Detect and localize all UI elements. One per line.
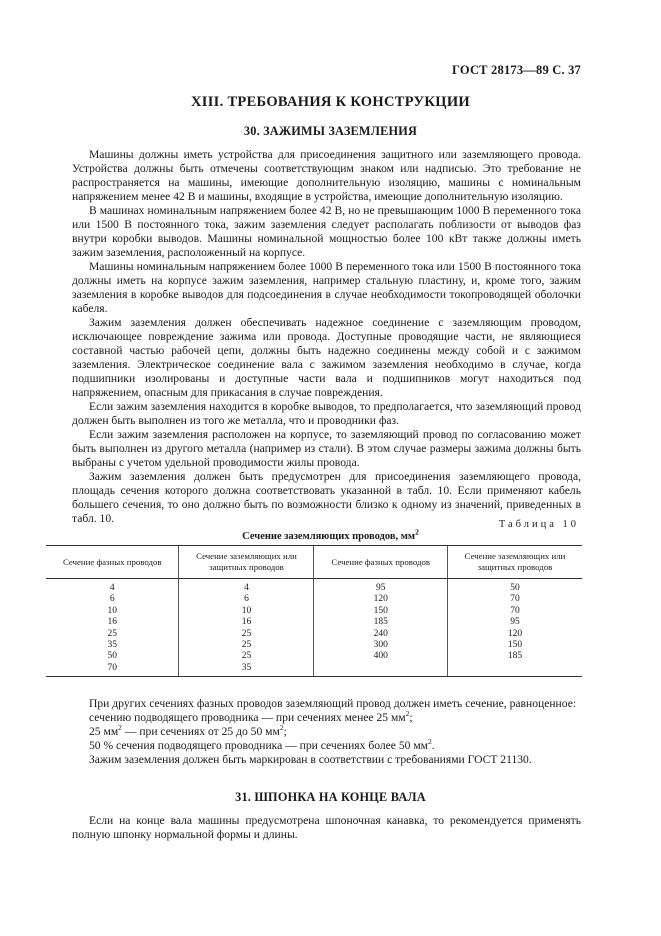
table-header-cell: Сечение заземляющих или защитных проводов — [447, 546, 582, 579]
paragraph: Зажим заземления должен обеспечивать надежное соединение с заземляющим проводом, исключающее повреждение зажима или провода. Доступные проводящие части, не являющиеся составной частью рабочей цепи, должны быть надежно соединены между собой и с зажимом заземления. Электрическое соединение вала с зажимом заземления необходимо в случае, когда подшипники изолированы и доступные части вала и подшипников могут находиться под напряжением, опасным для прикасания в случае повреждения. — [72, 316, 581, 399]
after-table-text — [72, 697, 581, 767]
table-body — [46, 579, 582, 677]
paragraph: Зажим заземления должен быть предусмотрен для присоединения заземляющего провода, площадь сечения которого должна соответствовать указанной в табл. 10. Если применяют кабель большего сечения, то оно должно быть по возможности близко к одному из значений, приведенных в табл. 10. — [72, 470, 581, 525]
paragraph: При других сечениях фазных проводов заземляющий провод должен иметь сечение, равноценное: — [89, 697, 577, 710]
section-31-body — [72, 814, 581, 842]
table-cell: 185 — [447, 651, 582, 662]
table-cell: 6 — [179, 594, 314, 605]
table-cell: 400 — [314, 651, 447, 662]
table-cell: 16 — [107, 617, 117, 628]
paragraph: Если зажим заземления расположен на корпусе, то заземляющий провод по согласованию может быть выполнен из другого металла (например из стали). В этом случае размеры зажима должны быть выбраны с учетом удельной проводимости жилы провода. — [72, 428, 581, 469]
section-30-body — [72, 148, 581, 526]
table-cell: 70 — [447, 606, 582, 617]
table-cell: 95 — [447, 617, 582, 628]
table-row — [46, 629, 582, 640]
list-line: 50 % сечения подводящего проводника — при сечениях более 50 $мм^2$. — [89, 737, 435, 752]
table-row — [46, 617, 582, 628]
table-header-cell: Сечение заземляющих или защитных проводов — [179, 546, 314, 579]
table-header-cell: Сечение фазных проводов — [314, 546, 447, 579]
table-cell: 70 — [46, 663, 179, 677]
table-row — [46, 651, 582, 662]
table-cell: 6 — [109, 594, 115, 605]
table-cell: 120 — [314, 594, 447, 605]
table-cell: 120 — [447, 629, 582, 640]
table-row — [46, 663, 582, 677]
table-row — [46, 594, 582, 605]
table-cell: 25 — [179, 629, 314, 640]
table-cell: 95 — [314, 579, 447, 595]
table-cell — [447, 663, 582, 677]
paragraph: В машинах номинальным напряжением более 42 В, но не превышающим 1000 В переменного тока или 1500 В постоянного тока, зажим заземления следует располагать поблизости от выводов фаз внутри коробки выводов. Машины номинальной мощностью более 100 кВт также должны иметь зажим заземления, расположенный на корпусе. — [72, 204, 581, 259]
table-cell: 25 — [179, 640, 314, 651]
table-cell: 35 — [107, 640, 117, 651]
table-cell: 185 — [314, 617, 447, 628]
table-row — [46, 640, 582, 651]
table-cell: 150 — [447, 640, 582, 651]
table-cell: 25 — [179, 651, 314, 662]
table-title: Сечение заземляющих проводов, $мм^2$ — [242, 527, 419, 542]
section-30-title: 30. ЗАЖИМЫ ЗАЗЕМЛЕНИЯ — [243, 124, 418, 138]
chapter-title: XIII. ТРЕБОВАНИЯ К КОНСТРУКЦИИ — [191, 94, 470, 110]
table-cell: 240 — [314, 629, 447, 640]
paragraph: Машины должны иметь устройства для присоединения защитного или заземляющего провода. Устройства должны быть отмечены соответствующим знаком или надписью. Это требование не распространяется на машины, имеющие дополнительную изоляцию, машины с номинальным напряжением менее 42 В и машины, входящие в устройства, имеющие дополнительную изоляцию. — [72, 148, 581, 203]
table-cell: 10 — [179, 606, 314, 617]
grounding-table — [46, 545, 582, 677]
list-line: 25 $мм^2$ — при сечениях от 25 до 50 $мм^2$; — [89, 723, 287, 738]
table-cell: 50 — [107, 651, 117, 662]
list-line: сечению подводящего проводника — при сечениях менее 25 $мм^2$; — [89, 709, 413, 724]
table-caption: Таблица 10 — [498, 519, 579, 530]
table-cell: 16 — [179, 617, 314, 628]
table-row — [46, 579, 582, 595]
table-cell: 150 — [314, 606, 447, 617]
table-cell: 300 — [314, 640, 447, 651]
table-cell: 70 — [447, 594, 582, 605]
table-cell: 10 — [107, 605, 117, 616]
table-cell: 35 — [179, 663, 314, 677]
table-header-cell: Сечение фазных проводов — [46, 546, 179, 579]
table-cell: 50 — [447, 579, 582, 595]
table-cell: 4 — [109, 583, 115, 593]
table-cell: 25 — [107, 628, 117, 639]
page-header: ГОСТ 28173—89 С. 37 — [452, 63, 581, 77]
table-row — [46, 606, 582, 617]
table-cell: 4 — [179, 579, 314, 595]
paragraph: Машины номинальным напряжением более 1000 В переменного тока или 1500 В постоянного тока должны иметь на корпусе зажим заземления, например стальную пластину, и, кроме того, зажим заземления в коробке выводов для подсоединения в случае необходимости токопроводящей оболочки кабеля. — [72, 260, 581, 315]
paragraph: Если на конце вала машины предусмотрена шпоночная канавка, то рекомендуется применять полную шпонку нормальной формы и длины. — [72, 814, 581, 841]
table-cell — [314, 663, 447, 677]
section-31-title: 31. ШПОНКА НА КОНЦЕ ВАЛА — [235, 790, 426, 804]
paragraph: Если зажим заземления находится в коробке выводов, то предполагается, что заземляющий провод должен быть выполнен из того же металла, что и проводники фаз. — [72, 400, 581, 427]
paragraph: Зажим заземления должен быть маркирован в соответствии с требованиями ГОСТ 21130. — [89, 753, 532, 766]
